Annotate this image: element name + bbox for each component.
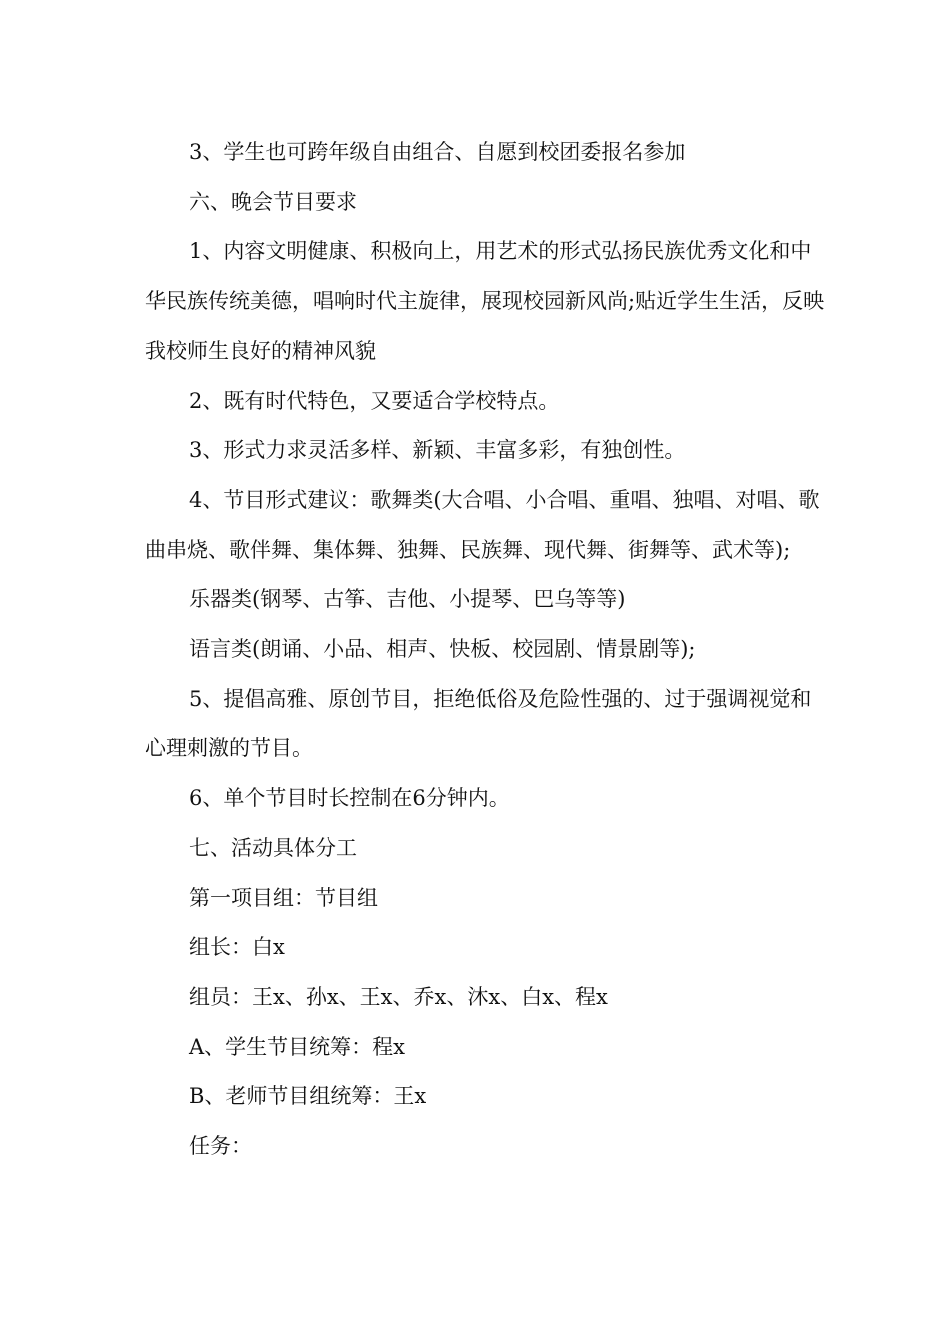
paragraph-group-members: 组员：王x、孙x、王x、乔x、沐x、白x、程x bbox=[189, 984, 608, 1009]
paragraph-requirement-6: 6、单个节目时长控制在6分钟内。 bbox=[189, 786, 510, 811]
paragraph-requirement-1: 1、内容文明健康、积极向上，用艺术的形式弘扬民族优秀文化和中华民族传统美德，唱响时代主旋律，展现校园新风尚;贴近学生生活，反映我校师生良好的精神风貌 bbox=[145, 239, 825, 363]
paragraph-tasks: 任务： bbox=[189, 1134, 252, 1159]
paragraph-requirement-5: 5、提倡高雅、原创节目，拒绝低俗及危险性强的、过于强调视觉和心理刺激的节目。 bbox=[145, 686, 812, 761]
paragraph-group-leader: 组长：白x bbox=[189, 935, 285, 960]
paragraph-group-1: 第一项目组：节目组 bbox=[189, 885, 378, 910]
paragraph-teacher-coordinator: B、老师节目组统筹：王x bbox=[189, 1084, 427, 1109]
paragraph-registration-note: 3、学生也可跨年级自由组合、自愿到校团委报名参加 bbox=[189, 140, 686, 164]
paragraph-requirement-3: 3、形式力求灵活多样、新颖、丰富多彩，有独创性。 bbox=[189, 438, 686, 463]
paragraph-language-category: 语言类(朗诵、小品、相声、快板、校园剧、情景剧等); bbox=[189, 637, 696, 662]
section-heading-program-requirements: 六、晚会节目要求 bbox=[189, 189, 357, 214]
paragraph-instrument-category: 乐器类(钢琴、古筝、吉他、小提琴、巴乌等等) bbox=[189, 587, 626, 612]
section-heading-division-of-work: 七、活动具体分工 bbox=[189, 835, 357, 860]
paragraph-student-coordinator: A、学生节目统筹：程x bbox=[189, 1034, 406, 1059]
document-body bbox=[145, 128, 825, 1172]
paragraph-requirement-2: 2、既有时代特色，又要适合学校特点。 bbox=[189, 388, 560, 413]
paragraph-requirement-4: 4、节目形式建议：歌舞类(大合唱、小合唱、重唱、独唱、对唱、歌曲串烧、歌伴舞、集体舞、独舞、民族舞、现代舞、街舞等、武术等); bbox=[145, 487, 820, 562]
